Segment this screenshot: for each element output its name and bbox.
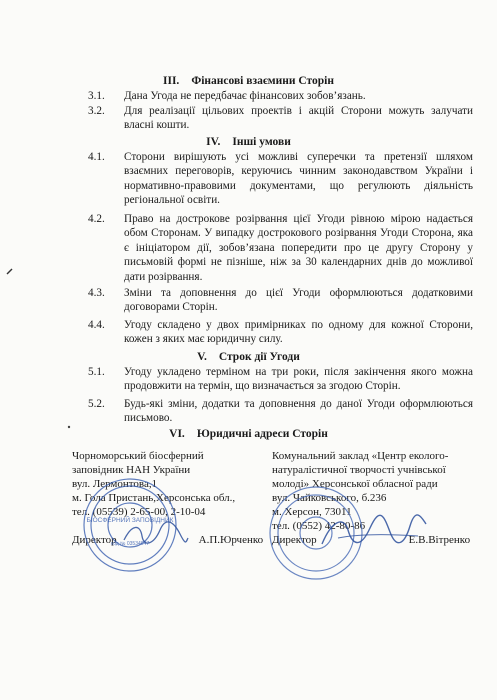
clause-4-2: 4.2. Право на дострокове розірвання цієї Угоди рівною мірою надається обом Сторонам. У випадку дострокового розірвання Угоди Сторона, яка є ініціатором дії, зобов’язана попередити про це другу Сторону у письмовій формі не пізніше, ніж за 30 календарних днів до можливої дати розірвання. xyxy=(88,213,473,283)
clause-4-4: 4.4. Угоду складено у двох примірниках по одному для кожної Сторони, кожен з яких має юридичну силу. xyxy=(88,319,473,346)
left-stamp-code: код № 03534647 xyxy=(110,541,150,547)
clause-5-2: 5.2. Будь-які зміни, додатки та доповнення до даної Угоди оформлюються письмово. xyxy=(88,398,473,425)
clause-5-1: 5.1. Угоду укладено терміном на три роки, після закінчення якого можна продовжити на термін, що визначається за згодою Сторін. xyxy=(88,366,473,393)
clause-4-3: 4.3. Зміни та доповнення до цієї Угоди оформлюються додатковими договорами Сторін. xyxy=(88,287,473,314)
section-heading-6: VI. Юридичні адреси Сторін xyxy=(169,428,328,440)
left-director-line: Директор А.П.Юрченко xyxy=(72,534,264,546)
section-heading-5: V. Строк дії Угоди xyxy=(197,351,300,363)
scan-dot xyxy=(66,424,72,430)
right-party-address: Комунальний заклад «Центр еколого- натуралістичної творчості учнівської молоді» Херсонської обласної ради вул. Чайковського, б.236 м. Херсон, 73011 тел. (0552) 42-80-86 xyxy=(272,450,449,532)
scan-speck xyxy=(6,268,14,276)
clause-3-1: 3.1. Дана Угода не передбачає фінансових зобов’язань. xyxy=(88,90,366,102)
section-heading-4: IV. Інші умови xyxy=(206,136,291,148)
section-heading-3: III. Фінансові взаємини Сторін xyxy=(163,75,334,87)
left-party-address: Чорноморський біосферний заповідник НАН України вул. Лермонтова,1 м. Гола Пристань,Херсонська обл., тел. (05539) 2-65-00, 2-10-04 xyxy=(72,450,236,518)
right-director-line: Директор Е.В.Вітренко xyxy=(272,534,471,546)
right-signature xyxy=(318,510,430,554)
left-signature xyxy=(120,518,190,548)
left-stamp-text: БІОСФЕРНИЙ ЗАПОВІДНИК xyxy=(86,517,174,524)
clause-3-2: 3.2. Для реалізації цільових проектів і акцій Сторони можуть залучати власні кошти. xyxy=(88,105,473,132)
clause-4-1: 4.1. Сторони вирішують усі можливі суперечки та претензії шляхом взаємних переговорів, керуючись чинним законодавством України і нормативно-правовими документами, що регулюють діяльність регіональної освіти. xyxy=(88,151,473,207)
